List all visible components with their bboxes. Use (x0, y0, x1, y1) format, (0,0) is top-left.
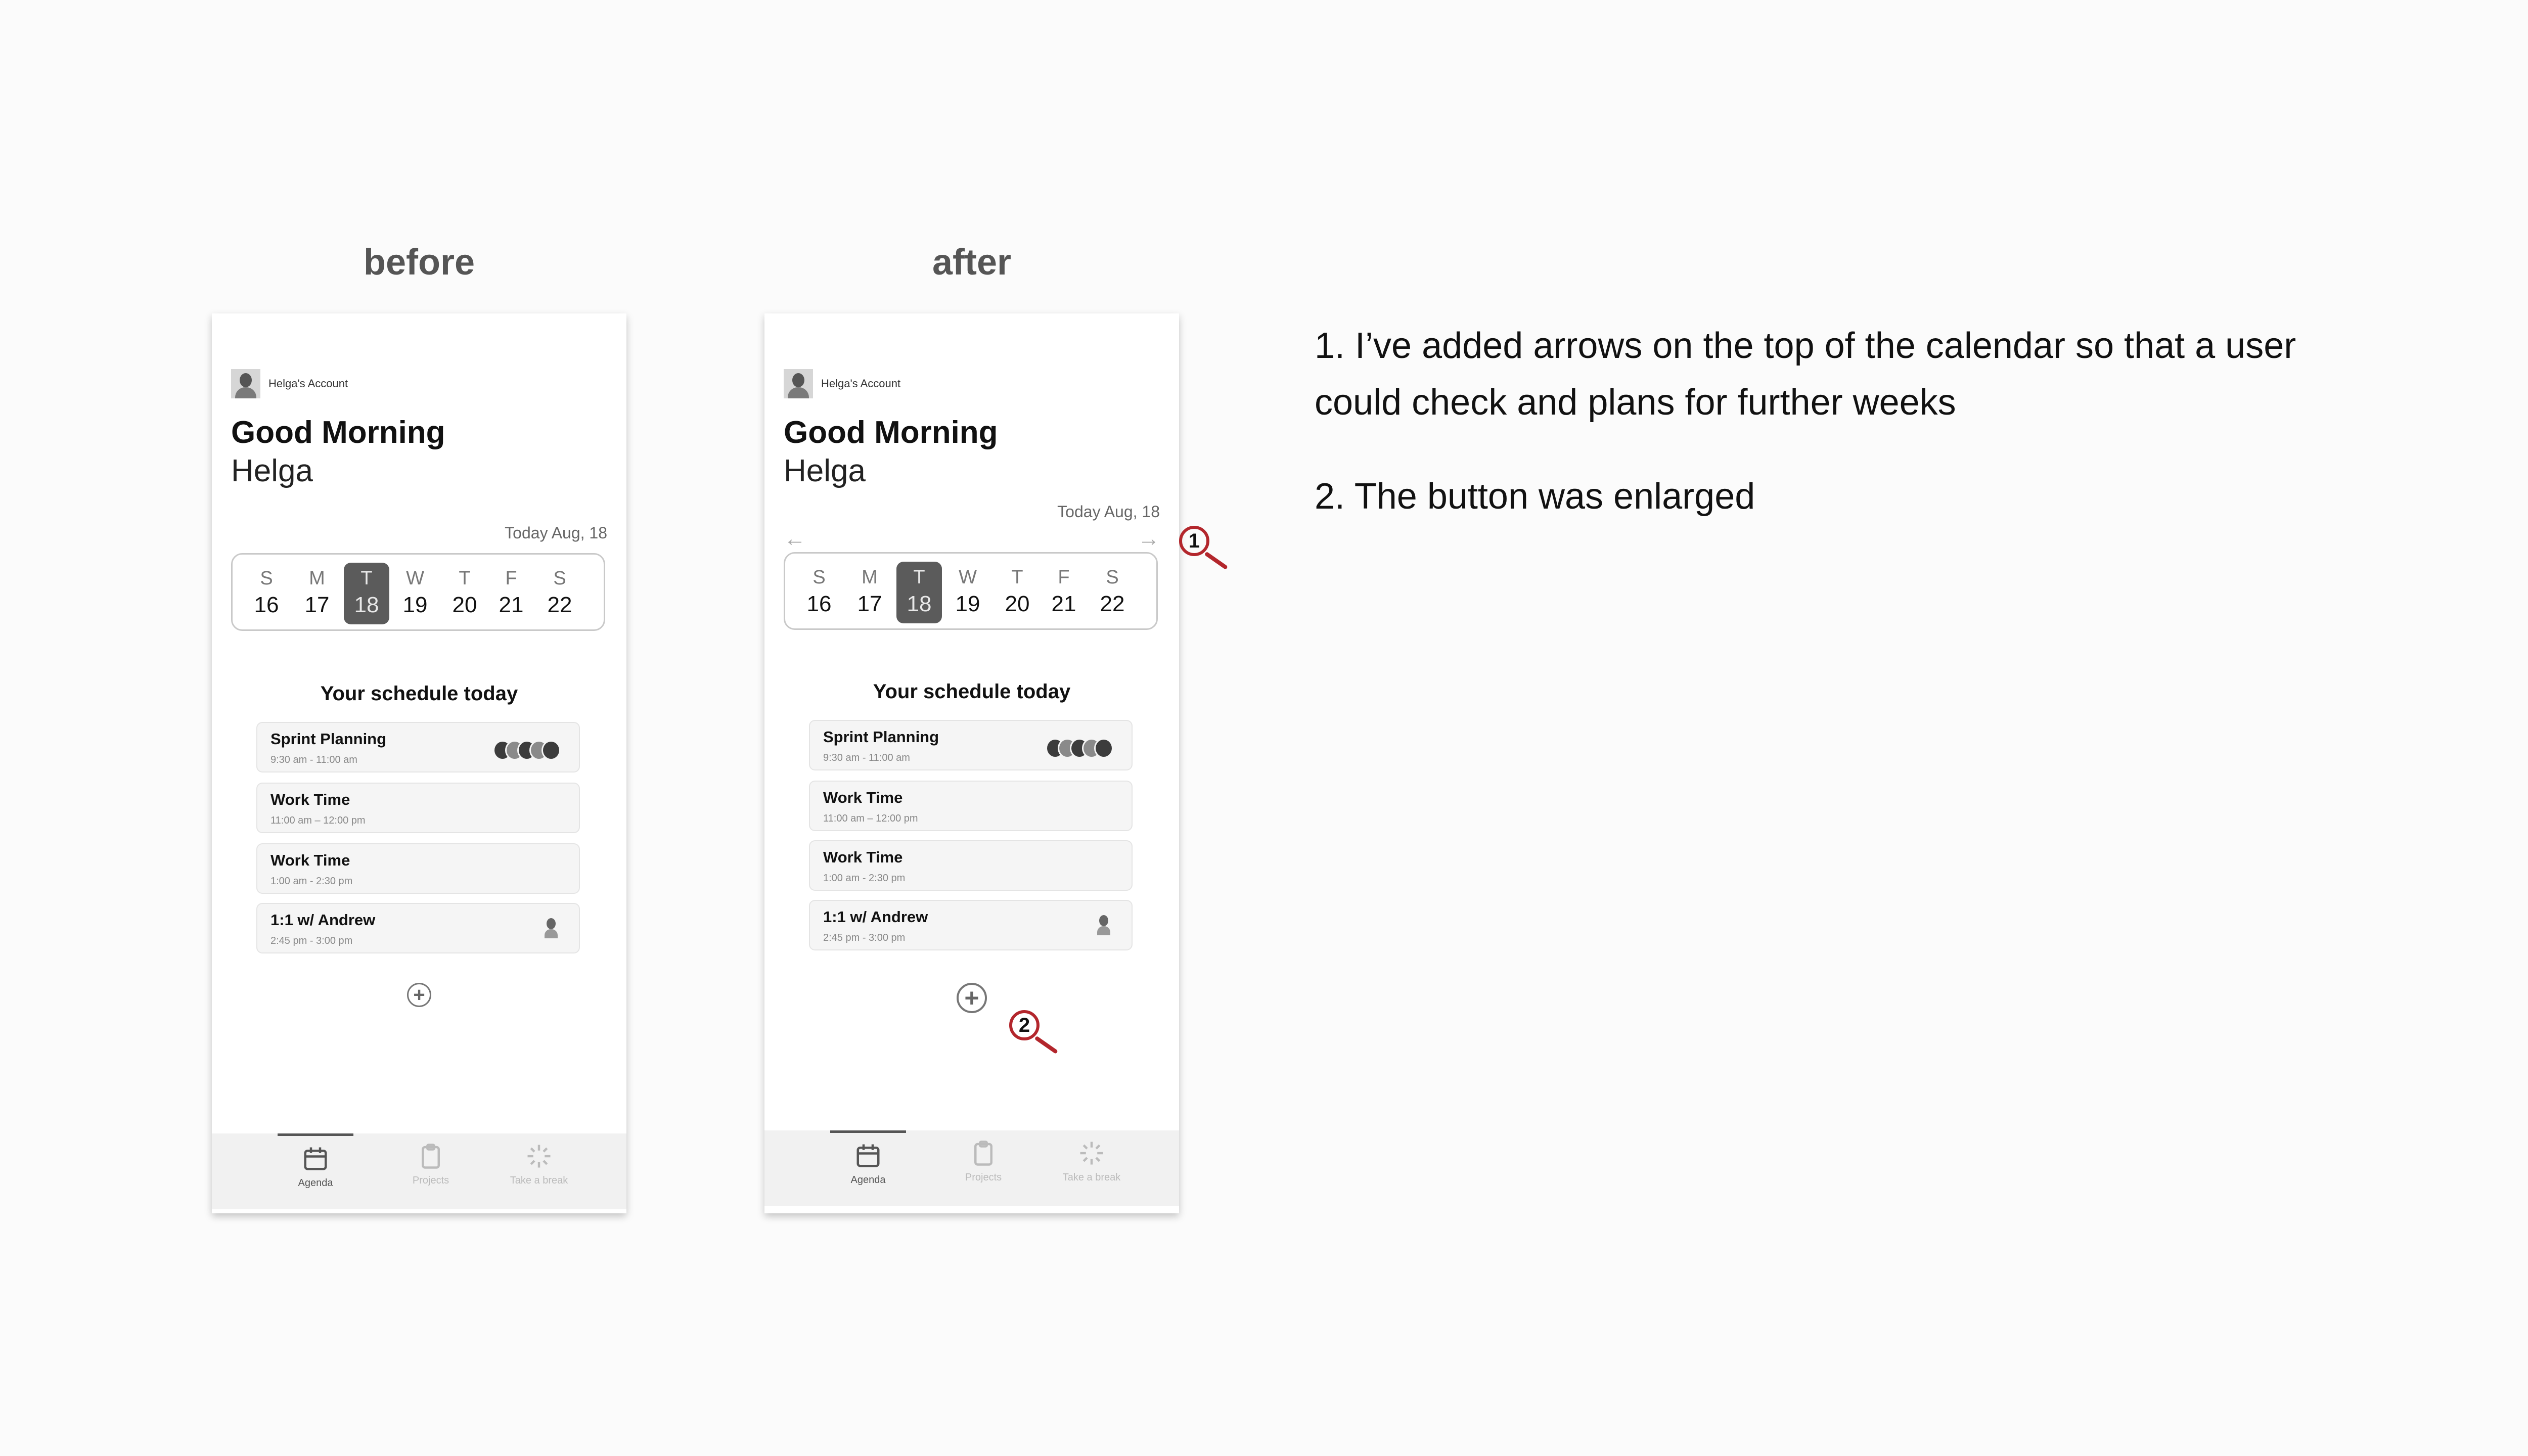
avatar (231, 369, 260, 398)
account-label: Helga's Account (268, 377, 348, 390)
tab-label: Agenda (850, 1174, 886, 1186)
event-time: 2:45 pm - 3:00 pm (270, 935, 353, 946)
event-title: Sprint Planning (823, 728, 939, 746)
greeting: Good Morning (784, 415, 998, 450)
event-title: Work Time (823, 789, 903, 806)
clipboard-icon (417, 1143, 444, 1170)
after-phone-screen (764, 313, 1179, 1213)
account-header[interactable] (231, 369, 348, 398)
event-card[interactable] (809, 900, 1133, 950)
calendar-icon (302, 1145, 329, 1172)
day-mon[interactable]: M 17 (304, 568, 330, 617)
attendee-avatar (544, 918, 559, 940)
day-tue-selected[interactable]: T 18 (344, 563, 389, 624)
day-mon[interactable]: M 17 (857, 567, 882, 616)
clipboard-icon (970, 1140, 997, 1167)
add-event-button[interactable]: + (957, 983, 987, 1013)
event-time: 9:30 am - 11:00 am (270, 754, 357, 765)
day-thu[interactable]: T 20 (1005, 567, 1030, 616)
avatar (784, 369, 813, 398)
account-label: Helga's Account (821, 377, 901, 390)
week-strip (784, 552, 1158, 630)
day-sat[interactable]: S 22 (1100, 567, 1125, 616)
tab-label: Projects (412, 1175, 449, 1186)
tab-label: Take a break (510, 1175, 568, 1186)
event-card[interactable] (256, 783, 580, 833)
tab-label: Projects (965, 1172, 1002, 1183)
day-wed[interactable]: W 19 (402, 568, 428, 617)
event-card[interactable] (256, 843, 580, 894)
annotation-badge-1: 1 (1179, 526, 1209, 556)
event-time: 9:30 am - 11:00 am (823, 752, 910, 763)
week-strip (231, 553, 605, 631)
event-title: 1:1 w/ Andrew (270, 911, 376, 929)
event-time: 1:00 am - 2:30 pm (270, 876, 353, 887)
tab-label: Take a break (1062, 1172, 1121, 1183)
user-name: Helga (231, 453, 313, 488)
today-label: Today Aug, 18 (1057, 503, 1160, 521)
attendee-avatar (1096, 915, 1111, 937)
tab-label: Agenda (298, 1177, 333, 1189)
event-title: Work Time (823, 848, 903, 866)
tab-take-a-break[interactable] (501, 1133, 577, 1209)
schedule-title: Your schedule today (873, 680, 1071, 703)
greeting: Good Morning (231, 415, 445, 450)
tab-projects[interactable] (945, 1130, 1021, 1206)
event-card[interactable] (256, 903, 580, 953)
event-title: Work Time (270, 791, 350, 808)
previous-week-arrow[interactable]: ← (784, 526, 806, 551)
user-name: Helga (784, 453, 866, 488)
annotation-pointer-1 (1204, 552, 1228, 570)
event-title: 1:1 w/ Andrew (823, 908, 928, 926)
event-title: Sprint Planning (270, 730, 387, 748)
tab-projects[interactable] (393, 1133, 469, 1209)
note-2: 2. The button was enlarged (1315, 476, 1755, 517)
sparkle-icon (1078, 1140, 1105, 1167)
tab-take-a-break[interactable] (1054, 1130, 1130, 1206)
next-week-arrow[interactable]: → (1138, 526, 1160, 551)
day-thu[interactable]: T 20 (452, 568, 477, 617)
after-label: after (932, 242, 1012, 283)
before-label: before (363, 242, 475, 283)
today-label: Today Aug, 18 (505, 524, 607, 542)
account-header[interactable] (784, 369, 900, 398)
tab-bar (764, 1130, 1179, 1206)
day-tue-selected[interactable]: T 18 (896, 562, 942, 623)
event-time: 11:00 am – 12:00 pm (270, 815, 366, 826)
day-sun[interactable]: S 16 (254, 568, 279, 617)
calendar-icon (854, 1142, 882, 1169)
before-phone-screen (212, 313, 626, 1213)
event-card[interactable] (809, 720, 1133, 770)
event-time: 1:00 am - 2:30 pm (823, 873, 906, 884)
tab-agenda[interactable] (830, 1130, 906, 1206)
note-1: 1. I’ve added arrows on the top of the calendar so that a user could check and plans for further weeks (1315, 326, 2296, 423)
event-card[interactable] (809, 840, 1133, 891)
day-wed[interactable]: W 19 (955, 567, 980, 616)
schedule-title: Your schedule today (320, 682, 518, 705)
day-fri[interactable]: F 21 (499, 568, 524, 617)
event-card[interactable] (809, 781, 1133, 831)
event-title: Work Time (270, 851, 350, 869)
add-event-button[interactable]: + (407, 983, 431, 1007)
event-time: 11:00 am – 12:00 pm (823, 813, 918, 824)
day-sat[interactable]: S 22 (547, 568, 572, 617)
sparkle-icon (525, 1143, 553, 1170)
day-fri[interactable]: F 21 (1051, 567, 1076, 616)
annotation-badge-2: 2 (1009, 1010, 1040, 1040)
tab-agenda[interactable] (278, 1133, 353, 1209)
day-sun[interactable]: S 16 (806, 567, 832, 616)
event-card[interactable] (256, 722, 580, 772)
tab-bar (212, 1133, 626, 1209)
attendee-avatars (493, 740, 562, 760)
attendee-avatars (1046, 738, 1114, 758)
event-time: 2:45 pm - 3:00 pm (823, 932, 906, 943)
